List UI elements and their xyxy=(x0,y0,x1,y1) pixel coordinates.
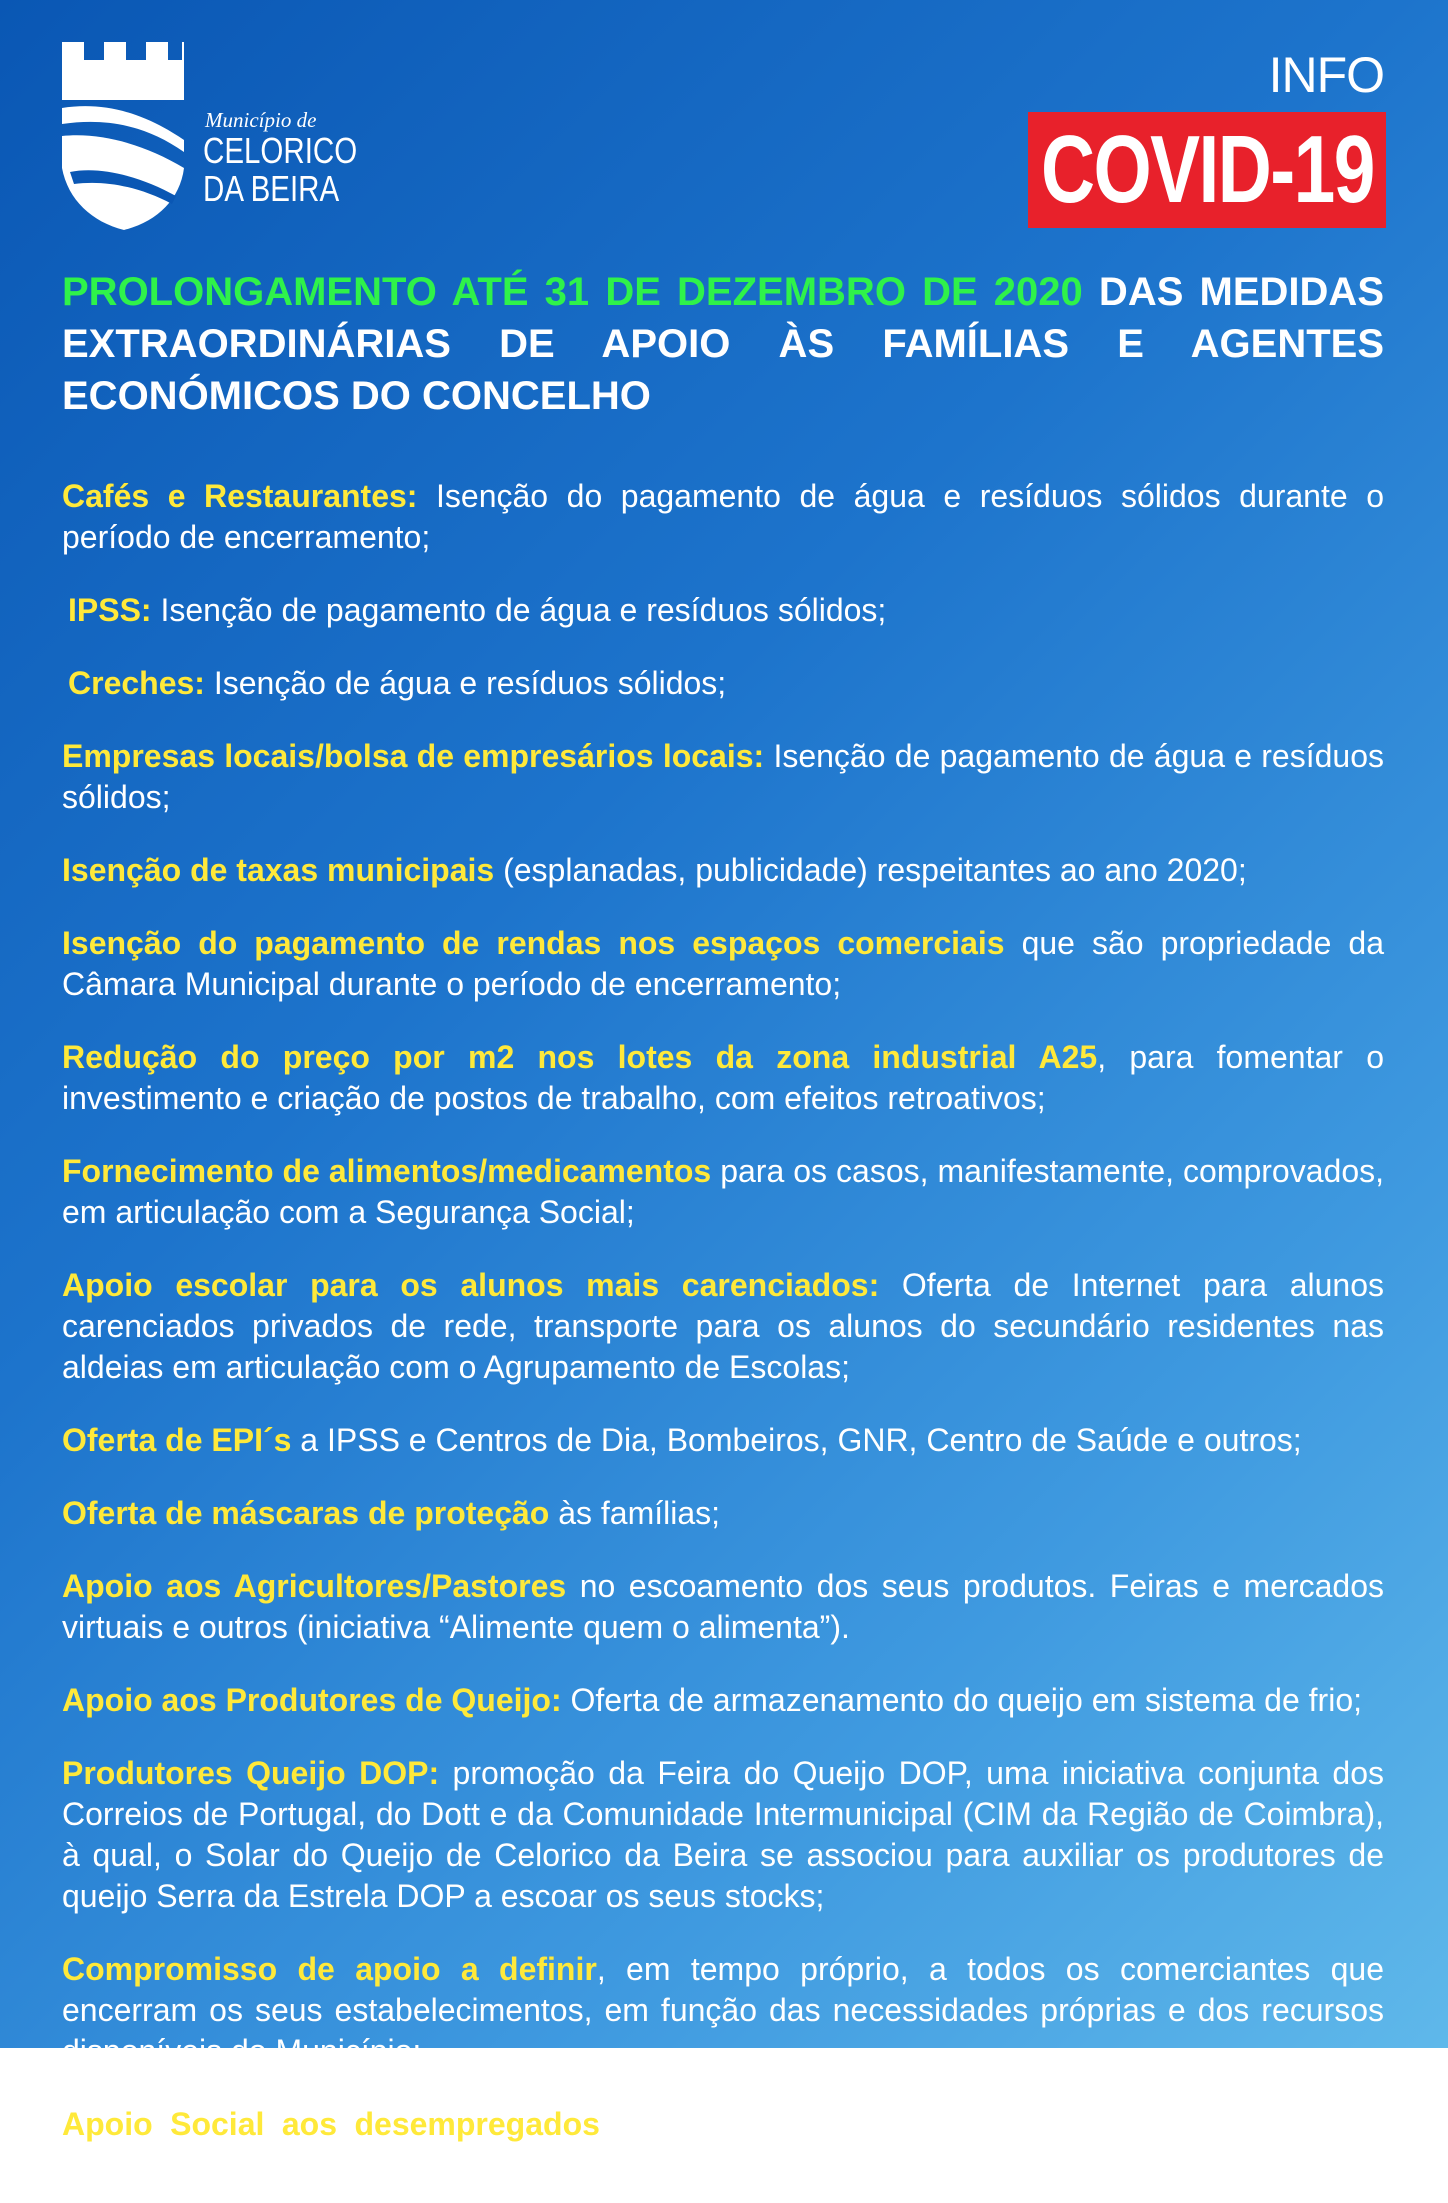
info-label: INFO xyxy=(1268,47,1384,103)
item-text: Isenção do pagamento de água e resíduos sólidos durante o período de encerramento; xyxy=(62,478,1385,555)
list-item xyxy=(62,1420,1384,1461)
item-highlight: Creches: xyxy=(68,665,205,701)
logo-text xyxy=(203,108,391,208)
list-item xyxy=(62,1949,1384,2072)
item-highlight: Isenção do pagamento de rendas nos espaços comerciais xyxy=(62,925,1005,961)
item-highlight: IPSS: xyxy=(68,592,152,628)
logo-name-line1: CELORICO xyxy=(203,130,358,171)
logo-name-line2: DA BEIRA xyxy=(203,168,340,209)
item-text: Isenção de água e resíduos sólidos; xyxy=(204,665,727,701)
municipality-logo xyxy=(60,40,358,230)
item-text: Isenção de pagamento de água e resíduos sólidos; xyxy=(151,592,887,628)
list-item xyxy=(62,1680,1384,1721)
item-text: no escoamento dos seus produtos. Feiras e mercados virtuais e outros (iniciativa “Alimente quem o alimenta”). xyxy=(62,1568,1385,1645)
item-text: que são propriedade da Câmara Municipal durante o período de encerramento; xyxy=(62,925,1385,1002)
item-highlight: Redução do preço por m2 nos lotes da zona industrial A25 xyxy=(62,1039,1098,1075)
list-item xyxy=(62,476,1384,558)
list-item xyxy=(62,1753,1384,1917)
castle-shield-icon xyxy=(60,40,190,230)
item-highlight: Apoio Social aos desempregados xyxy=(62,2106,600,2142)
item-text: resultantes desta pandemia, em articulação com o Centro de Emprego e a Segurança Social. xyxy=(62,2106,1385,2183)
item-text: Isenção de pagamento de água e resíduos sólidos; xyxy=(62,738,1385,815)
item-highlight: Oferta de EPI´s xyxy=(62,1422,292,1458)
item-highlight: Compromisso de apoio a definir xyxy=(62,1951,597,1987)
item-text: Oferta de Internet para alunos carenciados privados de rede, transporte para os alunos do secundário residentes nas aldeias em articulação com o Agrupamento de Escolas; xyxy=(62,1267,1385,1385)
item-text: a IPSS e Centros de Dia, Bombeiros, GNR, Centro de Saúde e outros; xyxy=(291,1422,1302,1458)
item-text: Oferta de armazenamento do queijo em sistema de frio; xyxy=(561,1682,1362,1718)
list-item xyxy=(62,590,1384,631)
item-text: , para fomentar o investimento e criação de postos de trabalho, com efeitos retroativos; xyxy=(62,1039,1385,1116)
item-text: promoção da Feira do Queijo DOP, uma iniciativa conjunta dos Correios de Portugal, do Dott e da Comunidade Intermunicipal (CIM da Região de Coimbra), à qual, o Solar do Queijo de Celorico da Beira se associou para auxiliar os produtores de queijo Serra da Estrela DOP a escoar os seus stocks; xyxy=(62,1755,1385,1914)
title-rest: DAS MEDIDAS EXTRAORDINÁRIAS DE APOIO ÀS FAMÍLIAS E AGENTES ECONÓMICOS DO CONCELHO xyxy=(62,270,1384,418)
logo-municipio-label: Município de xyxy=(205,108,317,132)
page-title xyxy=(62,266,1384,422)
list-item xyxy=(62,2104,1384,2186)
list-item xyxy=(62,736,1384,818)
covid-badge xyxy=(1028,112,1386,228)
item-highlight: Cafés e Restaurantes: xyxy=(62,478,418,514)
list-item xyxy=(62,923,1384,1005)
list-item xyxy=(62,1265,1384,1388)
item-highlight: Fornecimento de alimentos/medicamentos xyxy=(62,1153,712,1189)
item-highlight: Apoio aos Produtores de Queijo: xyxy=(62,1682,562,1718)
item-text: , em tempo próprio, a todos os comerciantes que encerram os seus estabelecimentos, em função das necessidades próprias e dos recursos disponíveis do Município; xyxy=(62,1951,1384,2069)
item-highlight: Empresas locais/bolsa de empresários locais: xyxy=(62,738,765,774)
item-highlight: Produtores Queijo DOP: xyxy=(62,1755,440,1791)
item-highlight: Apoio aos Agricultores/Pastores xyxy=(62,1568,567,1604)
measures-list xyxy=(62,444,1384,2203)
item-highlight: Apoio escolar para os alunos mais carenciados: xyxy=(62,1267,880,1303)
item-text: para os casos, manifestamente, comprovados, em articulação com a Segurança Social; xyxy=(62,1153,1385,1230)
item-highlight: Isenção de taxas municipais xyxy=(62,852,495,888)
list-item xyxy=(62,663,1384,704)
list-item xyxy=(62,1566,1384,1648)
list-item xyxy=(62,1037,1384,1119)
title-highlight: PROLONGAMENTO ATÉ 31 DE DEZEMBRO DE 2020 xyxy=(62,270,1083,314)
list-item xyxy=(62,1493,1384,1534)
item-text: (esplanadas, publicidade) respeitantes ao ano 2020; xyxy=(494,852,1247,888)
list-item xyxy=(62,850,1384,891)
item-highlight: Oferta de máscaras de proteção xyxy=(62,1495,550,1531)
list-item xyxy=(62,1151,1384,1233)
covid-badge-text: COVID-19 xyxy=(1040,116,1374,223)
item-text: às famílias; xyxy=(549,1495,721,1531)
